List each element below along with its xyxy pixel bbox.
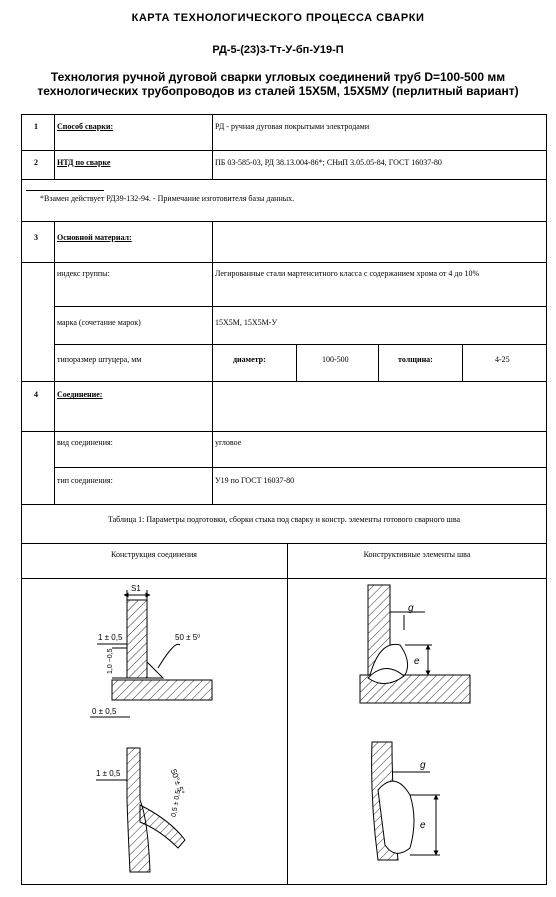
e-label-bottom: e	[420, 820, 426, 831]
group-index-value: Легированные стали мартенситного класса с содержанием хрома от 4 до 10%	[215, 269, 480, 278]
bottom-gap-dimension: 0 ± 0,5	[92, 707, 117, 716]
row-number: 1	[34, 122, 38, 131]
footnote: *Взамен действует РД39-132-94. - Примечание изготовителя базы данных.	[40, 194, 295, 203]
s1-label: S1	[131, 584, 141, 593]
vertical-dimension: 1,0 −0,5	[107, 648, 114, 674]
base-material-label: Основной материал:	[57, 233, 132, 242]
steel-grade-value: 15Х5М, 15Х5М-У	[215, 318, 278, 327]
row-number: 2	[34, 158, 38, 167]
ntd-label: НТД по сварке	[57, 158, 111, 167]
group-index-label: индекс группы:	[57, 269, 110, 278]
joint-type-value: У19 по ГОСТ 16037-80	[215, 476, 295, 485]
joint-type-label: тип соединения:	[57, 476, 113, 485]
joint-kind-label: вид соединения:	[57, 438, 113, 447]
g-label-top: g	[408, 603, 414, 614]
thickness-value: 4-25	[495, 355, 510, 364]
joint-design-drawing-top	[90, 584, 212, 717]
document-title: КАРТА ТЕХНОЛОГИЧЕСКОГО ПРОЦЕССА СВАРКИ	[131, 12, 425, 24]
bevel-angle: 50 ± 5⁰	[175, 633, 201, 642]
subtitle-line-1: Технология ручной дуговой сварки угловых соединений труб D=100-500 мм	[50, 70, 506, 84]
bevel-angle-bottom: 50°± 5°	[168, 767, 187, 796]
joint-kind-value: угловое	[215, 438, 242, 447]
joint-label: Соединение:	[57, 390, 103, 399]
table1-col-weld-elements: Конструктивные элементы шва	[363, 550, 471, 559]
welding-method-label: Способ сварки:	[57, 122, 114, 131]
table1-caption: Таблица 1: Параметры подготовки, сборки стыка под сварку и констр. элементы готового сварного шва	[107, 515, 461, 524]
thickness-label: толщина:	[398, 355, 433, 364]
land-dimension: 0,5 ± 0,5	[170, 789, 183, 818]
weld-elements-drawing-bottom	[372, 742, 440, 860]
diameter-label: диаметр:	[233, 355, 266, 364]
e-label-top: e	[414, 656, 420, 667]
joint-design-drawing-bottom	[96, 748, 186, 872]
gap-dimension: 1 ± 0,5	[98, 633, 123, 642]
ntd-value: ПБ 03-585-03, РД 38.13.004-86*; СНиП 3.05.05-84, ГОСТ 16037-80	[215, 158, 442, 167]
diameter-value: 100-500	[322, 355, 349, 364]
weld-elements-drawing-top	[360, 585, 470, 703]
row-number: 4	[34, 390, 38, 399]
welding-method-value: РД - ручная дуговая покрытыми электродами	[215, 122, 370, 131]
g-label-bottom: g	[420, 760, 426, 771]
row-number: 3	[34, 233, 38, 242]
subtitle-line-2: технологических трубопроводов из сталей 15Х5М, 15Х5МУ (перлитный вариант)	[37, 84, 519, 98]
table1-col-joint-design: Конструкция соединения	[111, 550, 197, 559]
fitting-size-label: типоразмер штуцера, мм	[57, 355, 142, 364]
steel-grade-label: марка (сочетание марок)	[57, 318, 141, 327]
process-code: РД-5-(23)3-Тт-У-бп-У19-П	[212, 44, 344, 56]
gap-dimension-bottom: 1 ± 0,5	[96, 769, 121, 778]
